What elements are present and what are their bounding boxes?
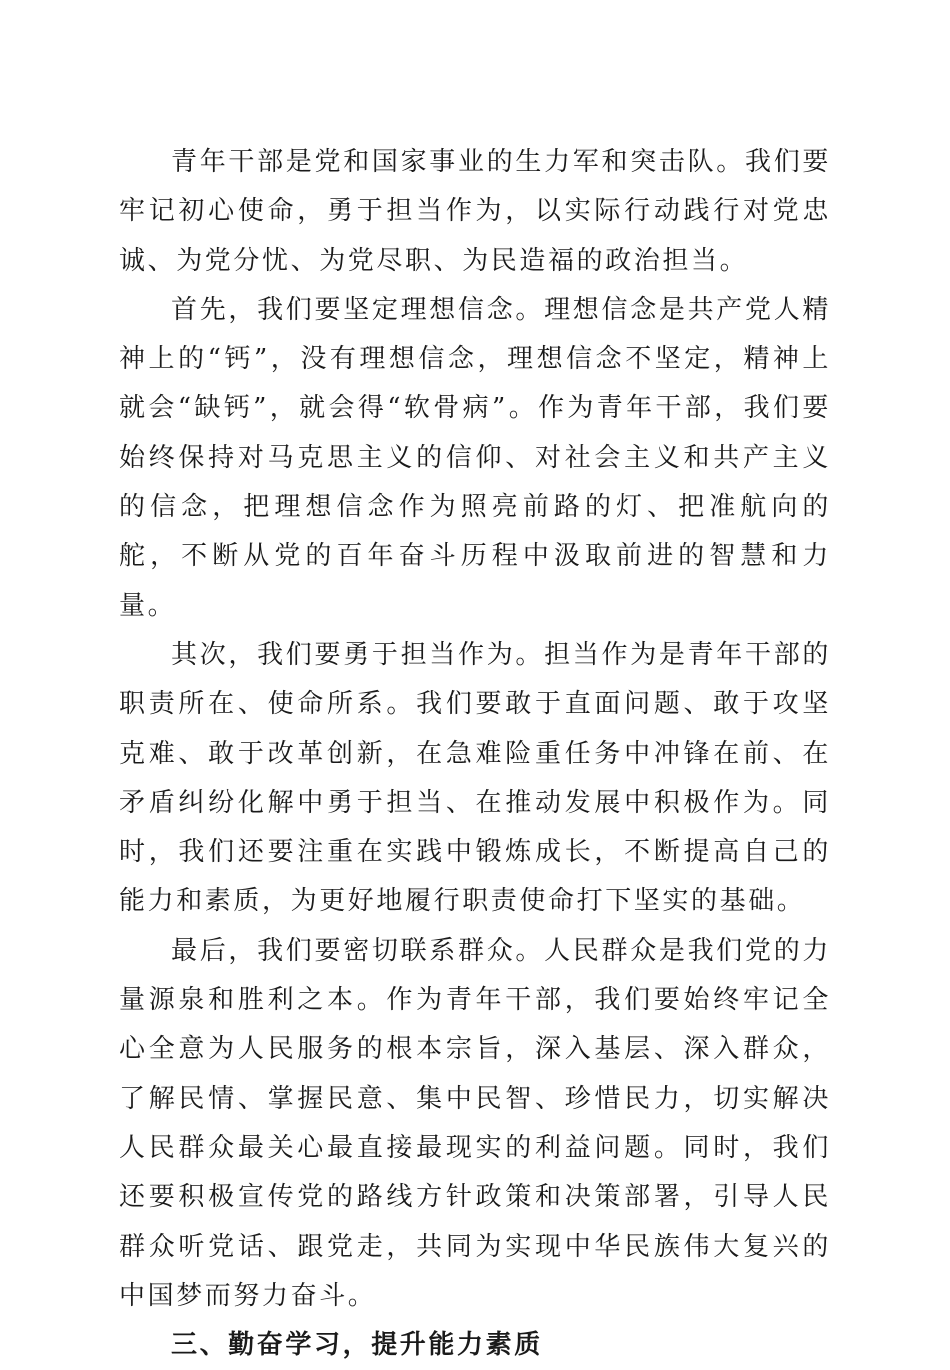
paragraph-responsibility: 其次，我们要勇于担当作为。担当作为是青年干部的职责所在、使命所系。我们要敢于直面问题、敢于攻坚克难、敢于改革创新，在急难险重任务中冲锋在前、在矛盾纠纷化解中勇于担当、在推动发展中积极作为。同时，我们还要注重在实践中锻炼成长，不断提高自己的能力和素质，为更好地履行职责使命打下坚实的基础。 xyxy=(119,639,831,917)
paragraph-masses: 最后，我们要密切联系群众。人民群众是我们党的力量源泉和胜利之本。作为青年干部，我们要始终牢记全心全意为人民服务的根本宗旨，深入基层、深入群众，了解民情、掌握民意、集中民智、珍惜民力，切实解决人民群众最关心最直接最现实的利益问题。同时，我们还要积极宣传党的路线方针政策和决策部署，引导人民群众听党话、跟党走，共同为实现中华民族伟大复兴的中国梦而努力奋斗。 xyxy=(119,935,831,1311)
section-heading: 三、勤奋学习，提升能力素质 xyxy=(171,1330,543,1361)
paragraph-ideals: 首先，我们要坚定理想信念。理想信念是共产党人精神上的“钙”，没有理想信念，理想信念不坚定，精神上就会“缺钙”，就会得“软骨病”。作为青年干部，我们要始终保持对马克思主义的信仰、对社会主义和共产主义的信念，把理想信念作为照亮前路的灯、把准航向的舵，不断从党的百年奋斗历程中汲取前进的智慧和力量。 xyxy=(119,294,831,621)
document-body xyxy=(119,138,831,1370)
paragraph-intro: 青年干部是党和国家事业的生力军和突击队。我们要牢记初心使命，勇于担当作为，以实际行动践行对党忠诚、为党分忧、为党尽职、为民造福的政治担当。 xyxy=(119,147,831,276)
